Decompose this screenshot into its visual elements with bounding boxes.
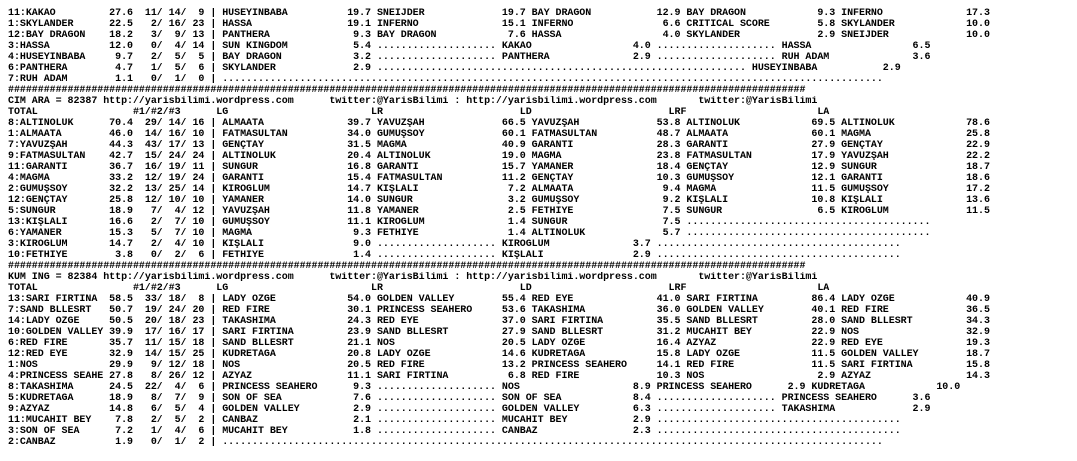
text-line: 11:KAKAO 27.6 11/ 14/ 9 | HÜSEYİNBABA 19.7 SNEIJDER 19.7 BAY DRAGON 12.9 BAY DRAGON 9.3 INFERNO 17.3 [8,8,990,19]
text-line: 4:PRINCESS SEAHE 27.8 8/ 26/ 12 | AZYAZ 11.1 SARI FIRTINA 6.8 RED FIRE 10.3 NOS 2.9 AZYAZ 14.3 [8,371,990,382]
text-line: 9:AZYAZ 14.8 6/ 5/ 4 | GOLDEN VALLEY 2.9 .................... GOLDEN VALLEY 6.3 .................... TAKASHIMA 2.9 [8,404,931,415]
text-line: TOTAL #1/#2/#3 LG LR LD LRF LA [8,283,830,294]
text-line: 4:MAGMA 33.2 12/ 19/ 24 | GARANTİ 15.4 FATMASULTAN 11.2 GENÇTAY 10.3 GÜMÜŞSOY 12.1 GARANTİ 18.6 [8,173,990,184]
text-line: 6:RED FIRE 35.7 11/ 15/ 18 | SAND BLLESRT 21.1 NOS 20.5 LADY ÖZGE 16.4 AZYAZ 22.9 RED EYE 19.3 [8,338,990,349]
text-line: 12:BAY DRAGON 18.2 3/ 9/ 13 | PANTHERA 9.3 BAY DRAGON 7.6 HASSA 4.0 SKYLANDER 2.9 SNEIJDER 10.0 [8,30,990,41]
text-line: 8:TAKASHIMA 24.5 22/ 4/ 6 | PRINCESS SEAHERO 9.3 .................... NOS 8.9 PRINCESS SEAHERO 2.9 KUDRETAĞA 10.0 [8,382,961,393]
text-line: 2:GÜMÜŞSOY 32.2 13/ 25/ 14 | KIROĞLUM 14.7 KIŞLALI 7.2 ALMAATA 9.4 MAGMA 11.5 GÜMÜŞSOY 17.2 [8,184,990,195]
text-line: 12:GENÇTAY 25.8 12/ 10/ 10 | YAMANER 14.0 SUNGUR 3.2 GÜMÜŞSOY 9.2 KIŞLALI 10.8 KIŞLALI 13.6 [8,195,990,206]
text-line: 6:YAMANER 15.3 5/ 7/ 10 | MAGMA 9.3 FETHİYE 1.4 ALTINOLUK 5.7 ......................................... [8,228,931,239]
text-line: 7:SAND BLLESRT 50.7 19/ 24/ 20 | RED FIRE 30.1 PRINCESS SEAHERO 53.6 TAKASHIMA 36.0 GOLDEN VALLEY 40.1 RED FIRE 36.5 [8,305,990,316]
text-line: KUM ING = 82384 http://yarisbilimi.wordpress.com twitter:@YarisBilimi : http://yarisbilimi.wordpress.com twitter:@YarisBilimi [8,272,818,283]
text-line: ###################################################################################################################################### [8,261,806,272]
text-line: 1:ALMAATA 46.0 14/ 16/ 10 | FATMASULTAN 34.0 GÜMÜŞSOY 60.1 FATMASULTAN 48.7 ALMAATA 60.1 MAGMA 25.8 [8,129,990,140]
text-line: 11:GARANTİ 36.7 16/ 19/ 11 | SUNGUR 16.8 GARANTİ 15.7 YAMANER 18.4 GENÇTAY 12.9 SUNGUR 18.7 [8,162,990,173]
text-line: 4:HÜSEYİNBABA 9.7 2/ 5/ 5 | BAY DRAGON 3.2 .................... PANTHERA 2.9 .................... RUH ADAM 3.6 [8,52,931,63]
text-line: 7:YAVUZŞAH 44.3 43/ 17/ 13 | GENÇTAY 31.5 MAGMA 40.9 GARANTİ 28.3 GARANTİ 27.9 GENÇTAY 22.9 [8,140,990,151]
text-line: TOTAL #1/#2/#3 LG LR LD LRF LA [8,107,830,118]
text-line: ###################################################################################################################################### [8,85,806,96]
text-line: 1:NOS 29.9 9/ 12/ 18 | NOS 20.5 RED FIRE 13.2 PRINCESS SEAHERO 14.1 RED FIRE 11.5 SARI FIRTINA 15.8 [8,360,990,371]
text-line: 5:KUDRETAĞA 18.9 8/ 7/ 9 | SON OF SEA 7.6 .................... SON OF SEA 8.4 .................... PRINCESS SEAHERO 3.6 [8,393,931,404]
text-line: 13:SARI FIRTINA 58.5 33/ 18/ 8 | LADY ÖZGE 54.0 GOLDEN VALLEY 55.4 RED EYE 41.0 SARI FIRTINA 86.4 LADY ÖZGE 40.9 [8,294,990,305]
text-line: 10:GOLDEN VALLEY 39.9 17/ 16/ 17 | SARI FIRTINA 23.9 SAND BLLESRT 27.9 SAND BLLESRT 31.2 MÜCAHİT BEY 22.9 NOS 32.9 [8,327,990,338]
text-line: 12:RED EYE 32.9 14/ 15/ 25 | KUDRETAĞA 20.8 LADY ÖZGE 14.6 KUDRETAĞA 15.8 LADY ÖZGE 11.5 GOLDEN VALLEY 18.7 [8,349,990,360]
text-line: 3:SON OF SEA 7.2 1/ 4/ 6 | MÜCAHİT BEY 1.8 .................... CANBAZ 2.3 ......................................... [8,426,901,437]
text-line: 8:ALTINOLUK 70.4 29/ 14/ 16 | ALMAATA 39.7 YAVUZŞAH 66.5 YAVUZŞAH 53.8 ALTINOLUK 69.5 ALTINOLUK 78.6 [8,118,990,129]
text-line: 5:SUNGUR 18.9 7/ 4/ 12 | YAVUZŞAH 11.8 YAMANER 2.5 FETHİYE 7.5 SUNGUR 6.5 KIROĞLUM 11.5 [8,206,990,217]
text-line: 7:RUH ADAM 1.1 0/ 1/ 0 | ............................................................................................................... [8,74,883,85]
text-line: 3:HASSA 12.0 0/ 4/ 14 | SUN KINGDOM 5.4 .................... KAKAO 4.0 .................... HASSA 6.5 [8,41,931,52]
race-report-sheet [8,8,1073,457]
text-line: 14:LADY ÖZGE 50.5 20/ 18/ 23 | TAKASHIMA 24.3 RED EYE 37.0 SARI FIRTINA 35.5 SAND BLLESRT 28.0 SAND BLLESRT 34.3 [8,316,990,327]
text-line: CIM ARA = 82387 http://yarisbilimi.wordpress.com twitter:@YarisBilimi : http://yarisbilimi.wordpress.com twitter:@YarisBilimi [8,96,818,107]
text-line: 11:MÜCAHİT BEY 7.8 2/ 5/ 2 | CANBAZ 2.1 .................... MÜCAHİT BEY 2.9 ......................................... [8,415,901,426]
text-line: 1:SKYLANDER 22.5 2/ 16/ 23 | HASSA 19.1 INFERNO 15.1 INFERNO 6.6 CRITICAL SCORE 5.8 SKYLANDER 10.0 [8,19,990,30]
text-line: 13:KIŞLALI 16.6 2/ 7/ 10 | GÜMÜŞSOY 11.1 KIROĞLUM 1.4 SUNGUR 7.5 ......................................... [8,217,931,228]
text-line: 6:PANTHERA 4.7 1/ 5/ 6 | SKYLANDER 2.9 .............................................................. HÜSEYİNBABA 2.9 [8,63,901,74]
text-line: 10:FETHİYE 3.8 0/ 2/ 6 | FETHİYE 1.4 .................... KIŞLALI 2.9 ......................................... [8,250,901,261]
text-line: 9:FATMASULTAN 42.7 15/ 24/ 24 | ALTINOLUK 20.4 ALTINOLUK 19.0 MAGMA 23.8 FATMASULTAN 17.9 YAVUZŞAH 22.2 [8,151,990,162]
text-line: 2:CANBAZ 1.9 0/ 1/ 2 | ............................................................................................................... [8,437,883,448]
text-line: 3:KIROĞLUM 14.7 2/ 4/ 10 | KIŞLALI 9.0 .................... KIROĞLUM 3.7 ......................................... [8,239,901,250]
